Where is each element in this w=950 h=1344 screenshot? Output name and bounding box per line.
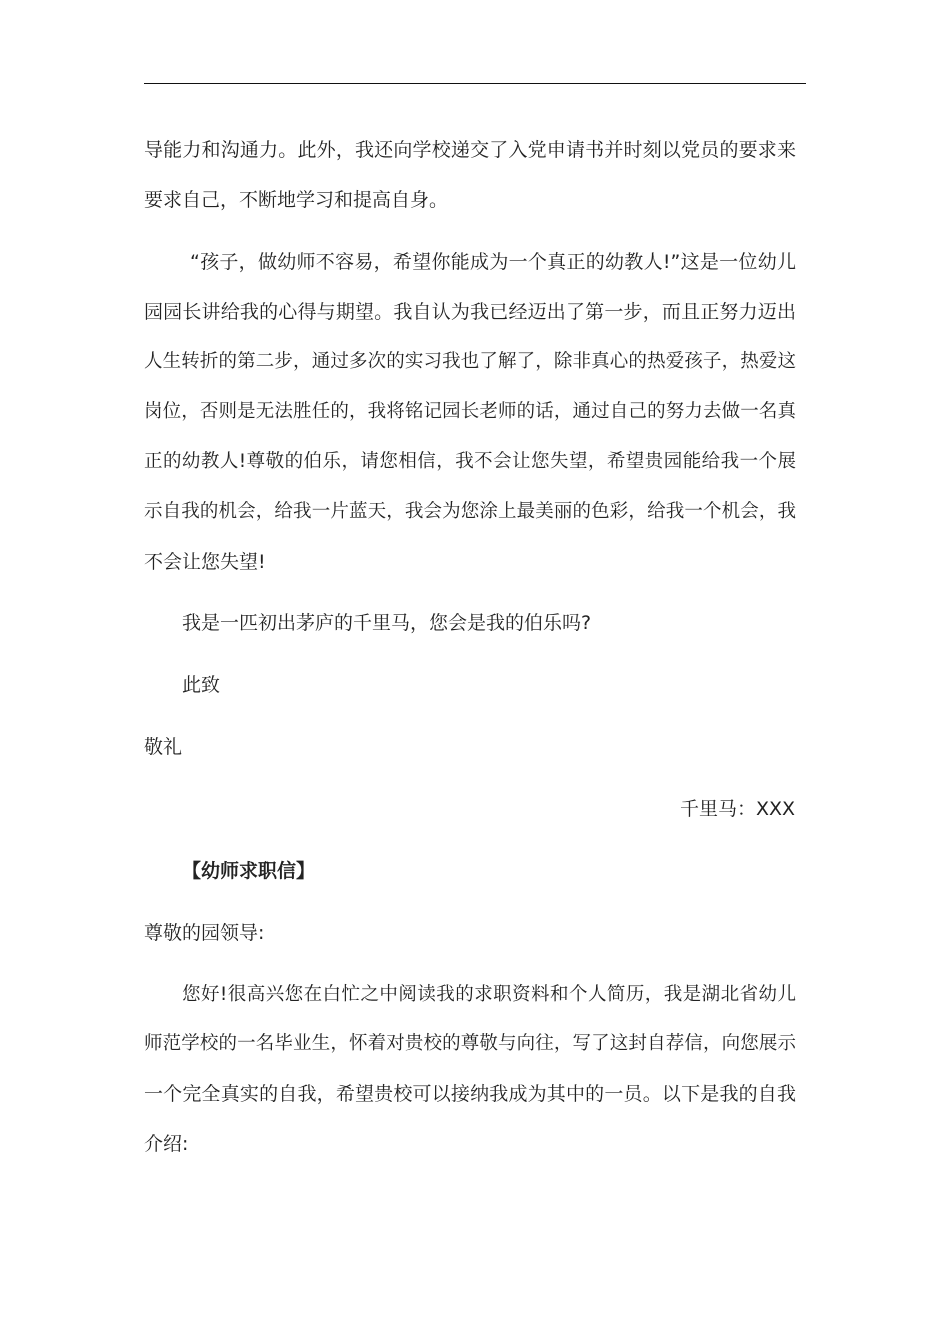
paragraph-2-line-1: “孩子，做幼师不容易，希望你能成为一个真正的幼教人!”这是一位幼儿 xyxy=(190,251,796,273)
intro-line-2: 师范学校的一名毕业生，怀着对贵校的尊敬与向往，写了这封自荐信，向您展示 xyxy=(144,1033,796,1054)
paragraph-2-line-3: 人生转折的第二步，通过多次的实习我也了解了，除非真心的热爱孩子，热爱这 xyxy=(144,351,796,372)
paragraph-2-line-6: 示自我的机会，给我一片蓝天，我会为您涂上最美丽的色彩，给我一个机会，我 xyxy=(144,501,796,522)
paragraph-1-line-1: 导能力和沟通力。此外，我还向学校递交了入党申请书并时刻以党员的要求来 xyxy=(144,139,796,161)
signature: 千里马：XXX xyxy=(679,798,795,820)
paragraph-1-line-2: 要求自己，不断地学习和提高自身。 xyxy=(144,189,449,211)
salutation: 尊敬的园领导: xyxy=(144,922,265,944)
closing-question: 我是一匹初出茅庐的千里马，您会是我的伯乐吗? xyxy=(182,612,592,634)
closing-jingli: 敬礼 xyxy=(144,736,183,758)
closing-cizhi: 此致 xyxy=(182,674,221,696)
header-rule xyxy=(144,83,806,84)
paragraph-2-line-4: 岗位，否则是无法胜任的，我将铭记园长老师的话，通过自己的努力去做一名真 xyxy=(144,401,796,422)
paragraph-2-line-5: 正的幼教人!尊敬的伯乐，请您相信，我不会让您失望，希望贵园能给我一个展 xyxy=(144,451,796,472)
section-heading: 【幼师求职信】 xyxy=(182,860,316,882)
paragraph-2-line-7: 不会让您失望! xyxy=(144,551,266,573)
intro-line-4: 介绍: xyxy=(144,1133,189,1155)
intro-line-3: 一个完全真实的自我，希望贵校可以接纳我成为其中的一员。以下是我的自我 xyxy=(144,1083,796,1105)
intro-line-1: 您好!很高兴您在白忙之中阅读我的求职资料和个人简历，我是湖北省幼儿 xyxy=(182,984,796,1005)
paragraph-2-line-2: 园园长讲给我的心得与期望。我自认为我已经迈出了第一步，而且正努力迈出 xyxy=(144,301,796,323)
